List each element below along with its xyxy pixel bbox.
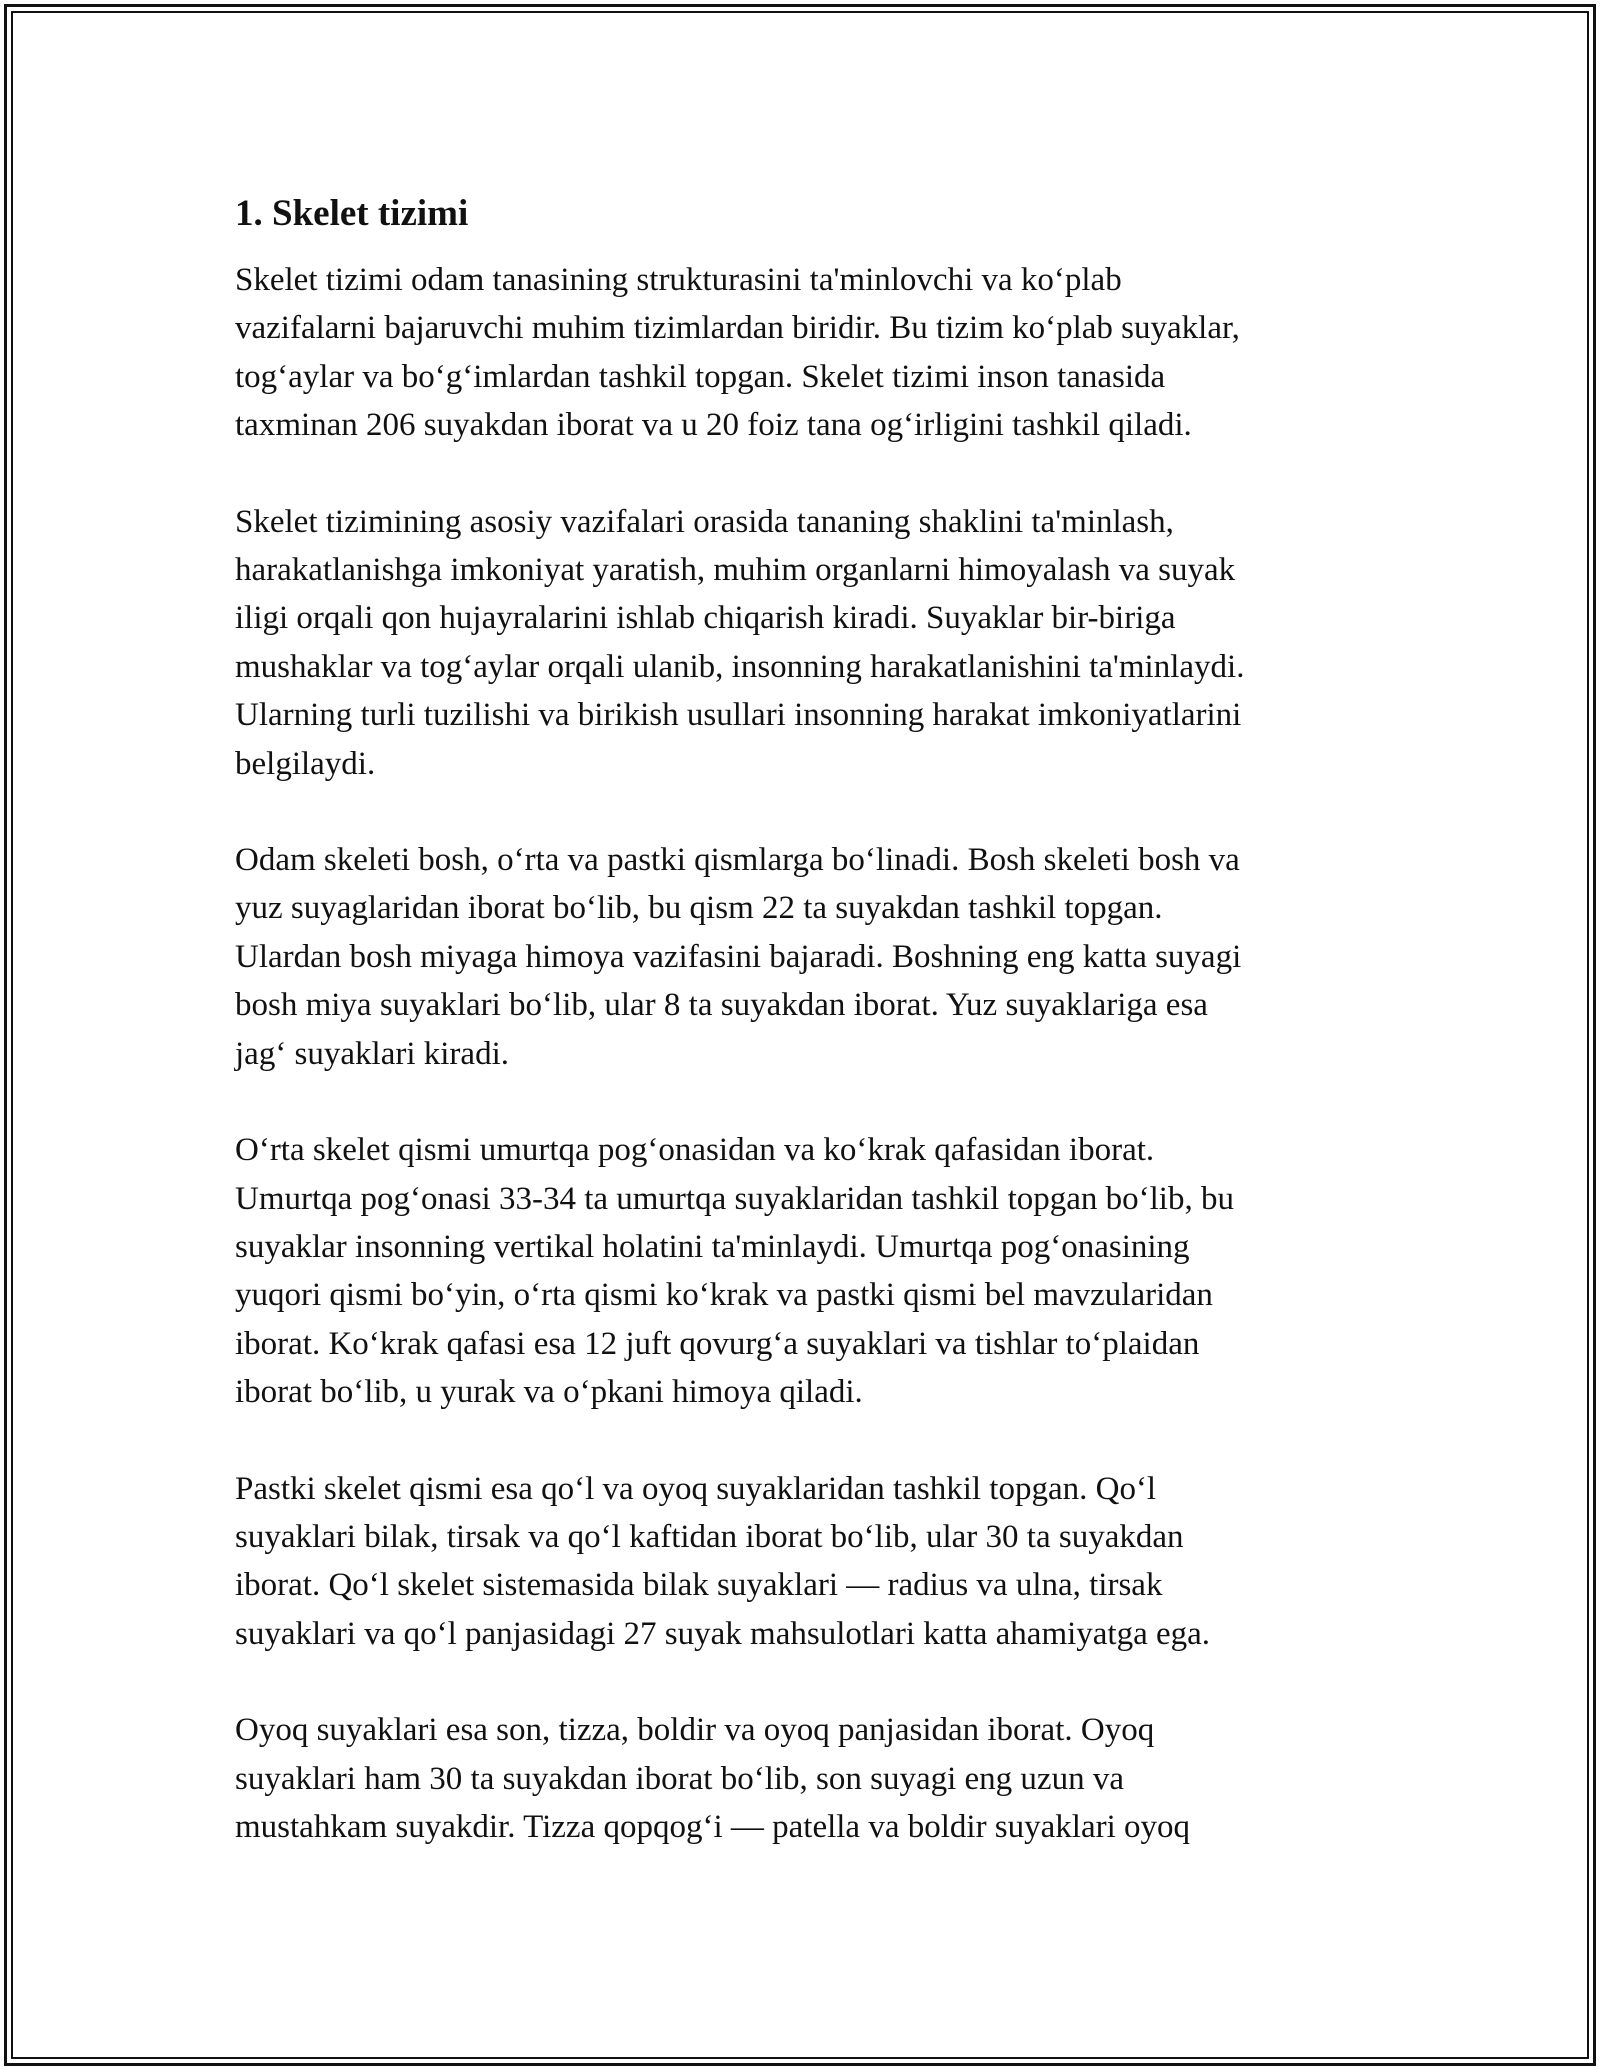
paragraph-head-skeleton: Odam skeleti bosh, o‘rta va pastki qismlarga bo‘linadi. Bosh skeleti bosh va yuz suyaglaridan iborat bo‘lib, bu qism 22 ta suyakdan tashkil topgan. Ulardan bosh miyaga himoya vazifasini bajaradi. Boshning eng katta suyagi bosh miya suyaklari bo‘lib, ular 8 ta suyakdan iborat. Yuz suyaklariga esa jag‘ suyaklari kiradi. <box>235 842 1242 1072</box>
paragraph-lower-skeleton: Pastki skelet qismi esa qo‘l va oyoq suyaklaridan tashkil topgan. Qo‘l suyaklari bilak, tirsak va qo‘l kaftidan iborat bo‘lib, ular 30 ta suyakdan iborat. Qo‘l skelet sistemasida bilak suyaklari — radius va ulna, tirsak suyaklari va qo‘l panjasidagi 27 suyak mahsulotlari katta ahamiyatga ega. <box>235 1470 1211 1652</box>
paragraph-functions: Skelet tizimining asosiy vazifalari orasida tananing shaklini ta'minlash, harakatlanishga imkoniyat yaratish, muhim organlarni himoyalash va suyak iligi orqali qon hujayralarini ishlab chiqarish kiradi. Suyaklar bir-biriga mushaklar va tog‘aylar orqali ulanib, insonning harakatlanishini ta'minlaydi. Ularning turli tuzilishi va birikish usullari insonning harakat imkoniyatlarini belgilaydi. <box>235 503 1245 782</box>
paragraph-leg-bones: Oyoq suyaklari esa son, tizza, boldir va oyoq panjasidan iborat. Oyoq suyaklari ham 30 ta suyakdan iborat bo‘lib, son suyagi eng uzun va mustahkam suyakdir. Tizza qopqog‘i — patella va boldir suyaklari oyoq <box>235 1712 1191 1845</box>
section-heading: 1. Skelet tizimi <box>235 193 469 234</box>
paragraph-middle-skeleton: O‘rta skelet qismi umurtqa pog‘onasidan va ko‘krak qafasidan iborat. Umurtqa pog‘onasi 33-34 ta umurtqa suyaklaridan tashkil topgan bo‘lib, bu suyaklar insonning vertikal holatini ta'minlaydi. Umurtqa pog‘onasining yuqori qismi bo‘yin, o‘rta qismi ko‘krak va pastki qismi bel mavzularidan iborat. Ko‘krak qafasi esa 12 juft qovurg‘a suyaklari va tishlar to‘plaidan iborat bo‘lib, u yurak va o‘pkani himoya qiladi. <box>235 1132 1234 1411</box>
document-body <box>235 186 1375 1899</box>
paragraph-intro: Skelet tizimi odam tanasining strukturasini ta'minlovchi va ko‘plab vazifalarni bajaruvchi muhim tizimlardan biridir. Bu tizim ko‘plab suyaklar, tog‘aylar va bo‘g‘imlardan tashkil topgan. Skelet tizimi inson tanasida taxminan 206 suyakdan iborat va u 20 foiz tana og‘irligini tashkil qiladi. <box>235 262 1240 444</box>
